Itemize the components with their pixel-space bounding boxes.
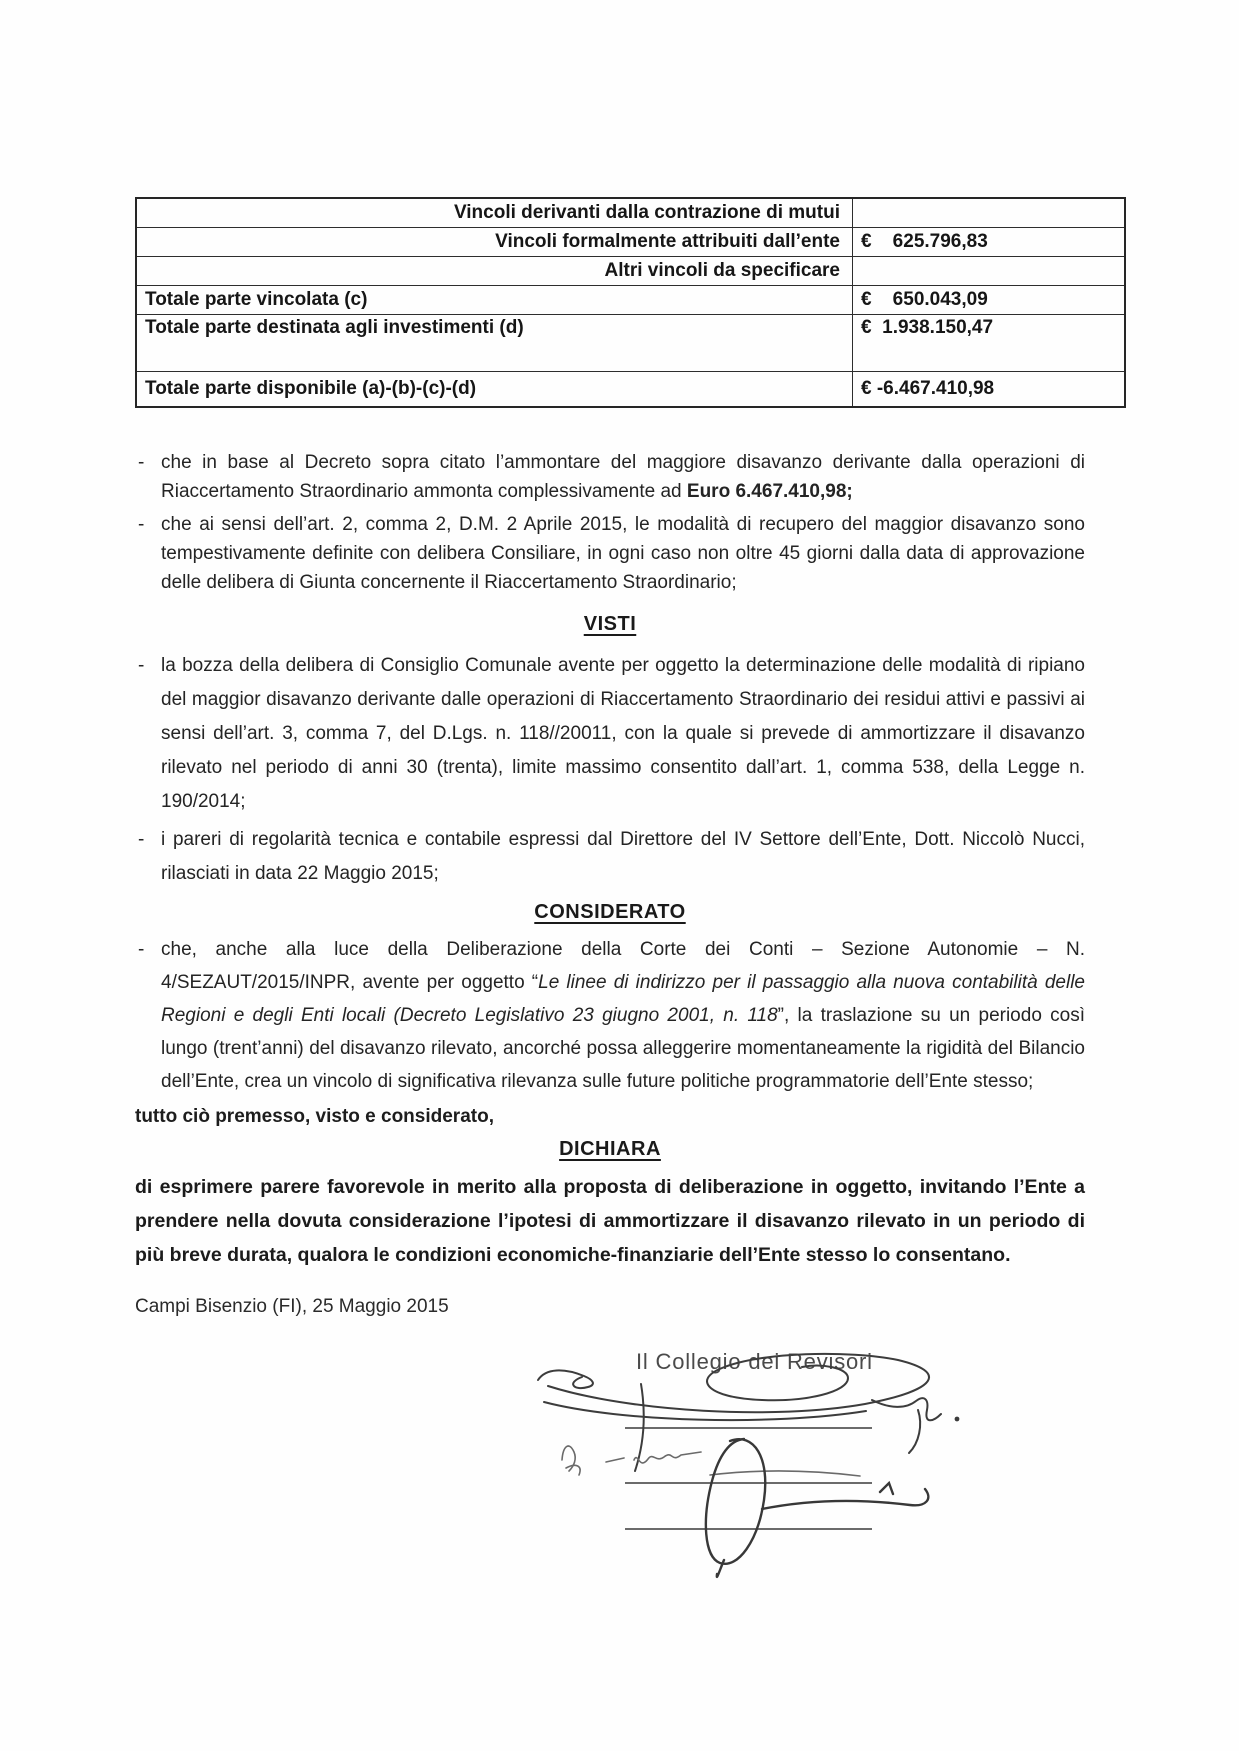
signature-scribble-3 (706, 1439, 928, 1577)
row-value (853, 257, 1126, 286)
premesse-item-1 (135, 448, 1085, 506)
premesse-section (135, 448, 1085, 597)
signature-block-title: Il Collegio dei Revisori (636, 1349, 873, 1374)
table-row (136, 228, 1125, 257)
considerato-heading: CONSIDERATO (534, 901, 686, 923)
visti-section (135, 649, 1085, 891)
row-value: € 625.796,83 (853, 228, 1126, 257)
row-label: Altri vincoli da specificare (136, 257, 853, 286)
row-label: Totale parte disponibile (a)-(b)-(c)-(d) (136, 372, 853, 408)
considerato-item-1-post: ”, la traslazione su un periodo così lungo (trent’anni) del disavanzo rilevato, ancorché possa alleggerire momentaneamente la rigidità del Bilancio dell’Ente, crea un vincolo di significativa rilevanza sulle future politiche programmatorie dell’Ente stesso; (161, 1005, 1086, 1092)
signatures-area (520, 1340, 990, 1595)
place-date: Campi Bisenzio (FI), 25 Maggio 2015 (135, 1296, 449, 1317)
table-row (136, 198, 1125, 228)
row-value (853, 198, 1126, 228)
vincoli-table (135, 197, 1126, 408)
premesse-item-2 (135, 510, 1085, 597)
row-label: Totale parte destinata agli investimenti (d) (136, 315, 853, 372)
table-row (136, 257, 1125, 286)
document-content (135, 197, 1085, 1318)
visti-item-1 (135, 649, 1085, 819)
table-row (136, 315, 1125, 372)
visti-item-2-text: i pareri di regolarità tecnica e contabile espressi dal Direttore del IV Settore dell’Ente, Dott. Niccolò Nucci, rilasciati in data 22 Maggio 2015; (161, 829, 1085, 884)
premessa-closing-line: tutto ciò premesso, visto e considerato, (135, 1106, 494, 1127)
signature-scribble-1 (538, 1354, 959, 1471)
premesse-item-2-text: che ai sensi dell’art. 2, comma 2, D.M. 2 Aprile 2015, le modalità di recupero del maggior disavanzo sono tempestivamente definite con delibera Consiliare, in ogni caso non oltre 45 giorni dalla data di approvazione delle delibera di Giunta concernente il Riaccertamento Straordinario; (161, 514, 1085, 593)
row-value: € 1.938.150,47 (853, 315, 1126, 372)
premesse-item-1-amount: Euro 6.467.410,98; (686, 481, 853, 502)
visti-item-2 (135, 823, 1085, 891)
row-label: Vincoli derivanti dalla contrazione di mutui (136, 198, 853, 228)
table-row (136, 286, 1125, 315)
dichiara-body: di esprimere parere favorevole in merito alla proposta di deliberazione in oggetto, invitando l’Ente a prendere nella dovuta considerazione l’ipotesi di ammortizzare il disavanzo rilevato in un periodo di più breve durata, qualora le condizioni economiche-finanziarie dell’Ente stesso lo consentano. (135, 1176, 1085, 1266)
visti-item-1-text: la bozza della delibera di Consiglio Comunale avente per oggetto la determinazione delle modalità di ripiano del maggior disavanzo derivante dalle operazioni di Riaccertamento Straordinario dei residui attivi e passivi ai sensi dell’art. 3, comma 7, del D.Lgs. n. 118//20011, con la quale si prevede di ammortizzare il disavanzo rilevato nel periodo di anni 30 (trenta), limite massimo consentito dall’art. 1, comma 538, della Legge n. 190/2014; (161, 655, 1085, 812)
signature-scribble-2 (562, 1446, 860, 1476)
row-value: € 650.043,09 (853, 286, 1126, 315)
considerato-item-1-quote: Le linee di indirizzo per il passaggio alla nuova contabilità delle Regioni e degli Enti locali (Decreto Legislativo 23 giugno 2001, n. 118 (161, 972, 1085, 1026)
row-label: Totale parte vincolata (c) (136, 286, 853, 315)
row-value: € -6.467.410,98 (853, 372, 1126, 408)
considerato-item-1 (135, 933, 1085, 1098)
considerato-section (135, 933, 1085, 1098)
visti-heading: VISTI (583, 613, 637, 635)
row-label: Vincoli formalmente attribuiti dall’ente (136, 228, 853, 257)
premesse-item-1-text: che in base al Decreto sopra citato l’ammontare del maggiore disavanzo derivante dalla operazioni di Riaccertamento Straordinario ammonta complessivamente ad (161, 452, 1085, 502)
considerato-item-1-pre: che, anche alla luce della Deliberazione della Corte dei Conti – Sezione Autonomie – N. 4/SEZAUT/2015/INPR, avente per oggetto “ (161, 939, 1085, 993)
dichiara-heading: DICHIARA (559, 1138, 661, 1160)
table-row (136, 372, 1125, 408)
